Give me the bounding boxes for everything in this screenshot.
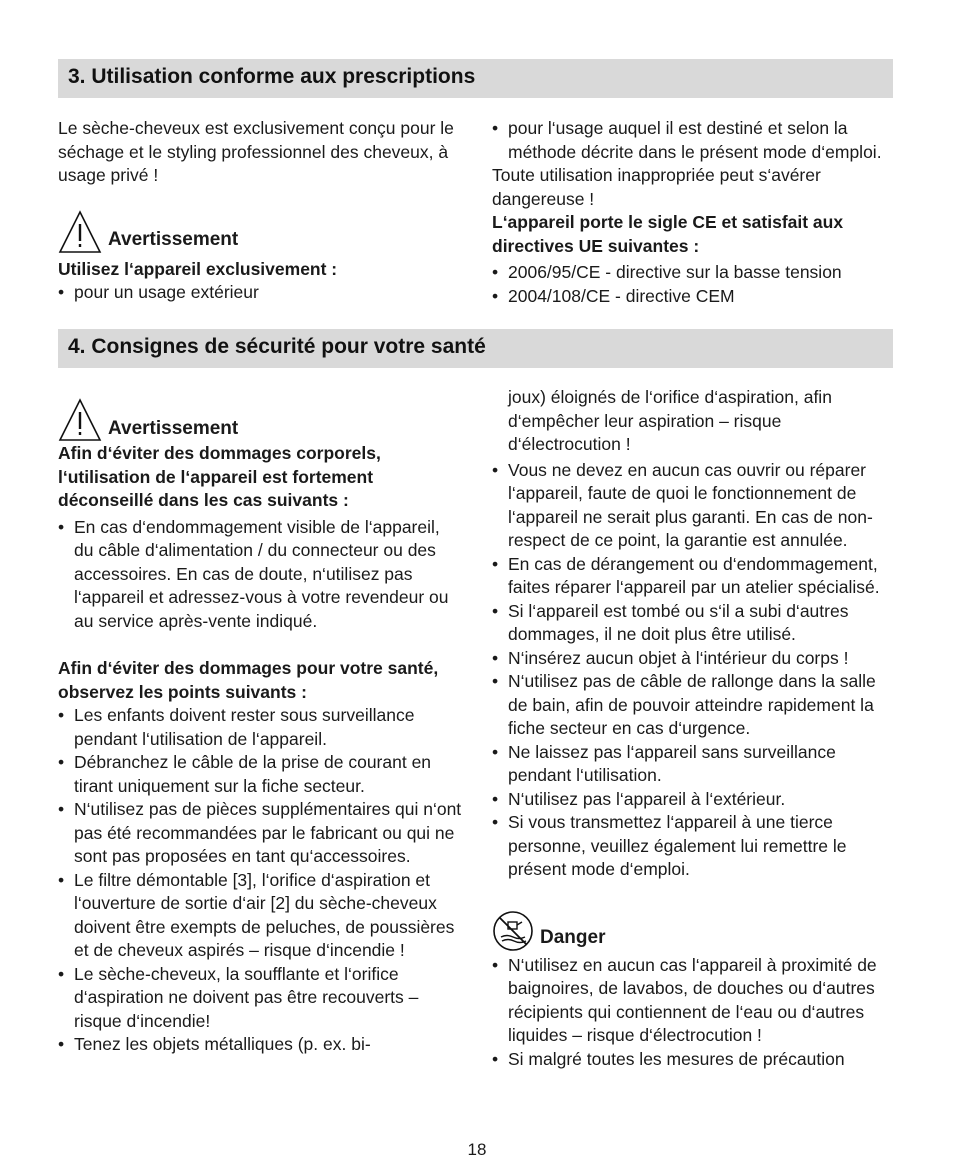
section-4-title: 4. Consignes de sécurité pour votre santé: [68, 335, 486, 358]
list-item: • pour un usage extérieur: [58, 281, 458, 305]
list-item: • En cas de dérangement ou d‘endommagement, faites réparer l‘appareil par un atelier spécialisé.: [492, 553, 897, 600]
section-3-intro: Le sèche-cheveux est exclusivement conçu pour le séchage et le styling professionnel des cheveux, à usage privé !: [58, 118, 454, 185]
warning-triangle-icon: [58, 398, 102, 442]
list-item: • En cas d‘endommagement visible de l‘appareil, du câble d‘alimentation / du connecteur ou des accessoires. En cas de doute, n‘utilisez pas l‘appareil et adressez-vous à votre revendeur ou au service après-vente indiqué.: [58, 516, 463, 634]
warning-triangle-icon: [58, 210, 102, 254]
list-item: • Si vous transmettez l‘appareil à une tierce personne, veuillez également lui remettre le présent mode d‘emploi.: [492, 811, 897, 882]
list-item: • Le sèche-cheveux, la soufflante et l‘orifice d‘aspiration ne doivent pas être recouverts – risque d‘incendie!: [58, 963, 463, 1034]
list-item: • N‘utilisez pas de câble de rallonge dans la salle de bain, afin de pouvoir atteindre rapidement la fiche secteur en cas d‘urgence.: [492, 670, 897, 741]
list-item: • Si malgré toutes les mesures de précaution: [492, 1048, 897, 1072]
section-3-left-column: [58, 117, 458, 305]
section-3-title: 3. Utilisation conforme aux prescriptions: [68, 65, 476, 88]
section-4-warning-list: [58, 516, 463, 634]
list-item: • Le filtre démontable [3], l‘orifice d‘aspiration et l‘ouverture de sortie d‘air [2] du sèche-cheveux doivent être exempts de peluches, de poussières et de cheveux aspirés – risque d‘incendie !: [58, 869, 463, 963]
danger-title: Danger: [540, 927, 606, 948]
section-3-right-column: [492, 117, 897, 308]
section-3-warning-list: [58, 281, 458, 305]
section-4-continuation: joux) éloignés de l‘orifice d‘aspiration, afin d‘empêcher leur aspiration – risque d‘électrocution !: [508, 387, 832, 454]
section-4-health-list: [58, 704, 463, 1057]
section-4-warning-bold: Afin d‘éviter des dommages corporels, l‘utilisation de l‘appareil est fortement déconseillé dans les cas suivants :: [58, 443, 381, 510]
list-item: • 2006/95/CE - directive sur la basse tension: [492, 261, 897, 285]
list-item: • N‘utilisez en aucun cas l‘appareil à proximité de baignoires, de lavabos, de douches ou d‘autres récipients qui contiennent de l‘eau ou d‘autres liquides – risque d‘électrocution !: [492, 954, 897, 1048]
no-water-bath-icon: [492, 910, 534, 952]
list-item: • Ne laissez pas l‘appareil sans surveillance pendant l‘utilisation.: [492, 741, 897, 788]
section-3-warning-bold: Utilisez l‘appareil exclusivement :: [58, 258, 338, 279]
list-item: • N‘utilisez pas l‘appareil à l‘extérieur.: [492, 788, 897, 812]
section-4-warning-heading: [58, 392, 463, 442]
section-4-left-column: [58, 392, 463, 1057]
section-4-health-bold: Afin d‘éviter des dommages pour votre santé, observez les points suivants :: [58, 658, 439, 702]
list-item: • 2004/108/CE - directive CEM: [492, 285, 897, 309]
danger-list: [492, 954, 897, 1072]
list-item: • Si l‘appareil est tombé ou s‘il a subi d‘autres dommages, il ne doit plus être utilisé.: [492, 600, 897, 647]
list-item: • Les enfants doivent rester sous surveillance pendant l‘utilisation de l‘appareil.: [58, 704, 463, 751]
section-3-warning-title: Avertissement: [108, 229, 239, 250]
list-item: • pour l‘usage auquel il est destiné et selon la méthode décrite dans le présent mode d‘emploi.: [492, 117, 897, 164]
section-4-right-column: [492, 386, 897, 1071]
list-item: • Débranchez le câble de la prise de courant en tirant uniquement sur la fiche secteur.: [58, 751, 463, 798]
danger-heading: [492, 882, 897, 952]
list-item: • Vous ne devez en aucun cas ouvrir ou réparer l‘appareil, faute de quoi le fonctionnement de l‘appareil ne serait plus garanti. En cas de non-respect de ce point, la garantie est annulée.: [492, 459, 897, 553]
list-item: • N‘utilisez pas de pièces supplémentaires qui n‘ont pas été recommandées par le fabricant ou qui ne sont pas proposées en tant qu‘accessoires.: [58, 798, 463, 869]
list-item: • Tenez les objets métalliques (p. ex. bi-: [58, 1033, 463, 1057]
section-4-header: [58, 329, 893, 368]
page-number: 18: [467, 1140, 487, 1159]
section-3-ce-statement: L‘appareil porte le sigle CE et satisfait aux directives UE suivantes :: [492, 212, 844, 256]
section-3-right-list: [492, 117, 897, 164]
section-4-right-list: [492, 459, 897, 882]
section-3-right-text: Toute utilisation inappropriée peut s‘avérer dangereuse !: [492, 165, 821, 209]
section-3-header: [58, 59, 893, 98]
section-4-warning-title: Avertissement: [108, 417, 239, 439]
directive-list: [492, 261, 897, 308]
list-item: • N‘insérez aucun objet à l‘intérieur du corps !: [492, 647, 897, 671]
section-3-warning-heading: [58, 204, 458, 254]
